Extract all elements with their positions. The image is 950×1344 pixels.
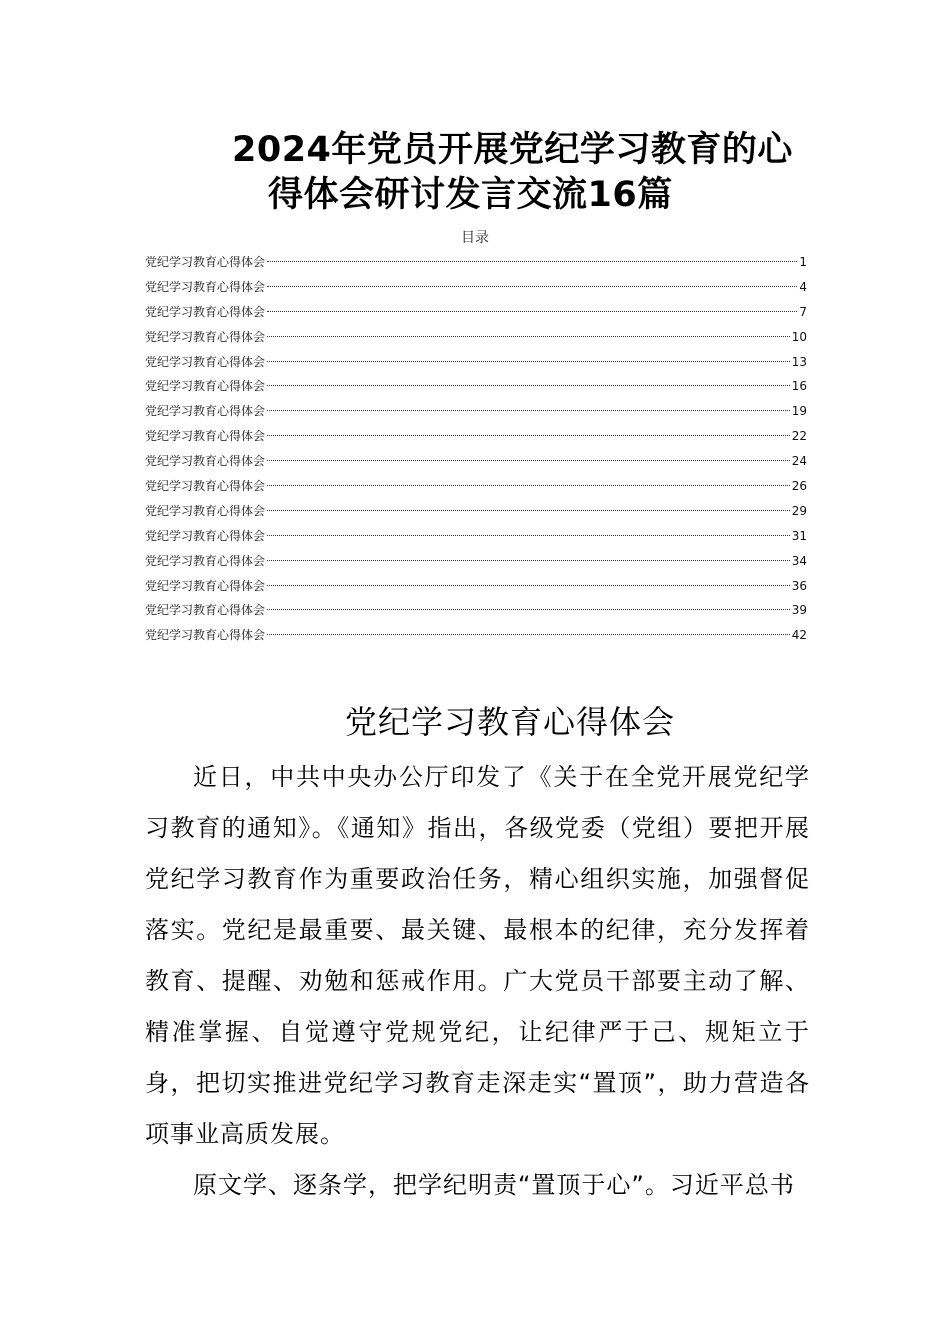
toc-entry[interactable] [145,302,807,327]
toc-leader-dots [267,361,790,362]
toc-entry[interactable] [145,426,807,451]
article-body [145,752,810,1211]
toc-entry-label: 党纪学习教育心得体会 [145,479,266,494]
toc-entry-page: 34 [791,553,807,568]
toc-entry-label: 党纪学习教育心得体会 [145,429,266,444]
toc-leader-dots [267,460,790,461]
toc-entry[interactable] [145,277,807,302]
toc-leader-dots [267,410,790,411]
toc-entry[interactable] [145,600,807,625]
toc-entry[interactable] [145,476,807,501]
toc-leader-dots [267,336,790,337]
toc-entry[interactable] [145,501,807,526]
toc-entry-label: 党纪学习教育心得体会 [145,628,266,643]
toc-entry[interactable] [145,625,807,650]
toc-entry-page: 39 [791,603,807,618]
article-paragraph: 近日，中共中央办公厅印发了《关于在全党开展党纪学习教育的通知》。《通知》指出，各级党委（党组）要把开展党纪学习教育作为重要政治任务，精心组织实施，加强督促落实。党纪是最重要、最关键、最根本的纪律，充分发挥着教育、提醒、劝勉和惩戒作用。广大党员干部要主动了解、精准掌握、自觉遵守党规党纪，让纪律严于己、规矩立于身，把切实推进党纪学习教育走深走实“置顶”，助力营造各项事业高质发展。 [145,763,810,1148]
toc-entry[interactable] [145,526,807,551]
toc-leader-dots [267,435,790,436]
toc-entry[interactable] [145,576,807,601]
toc-entry-page: 4 [799,279,807,294]
toc-entry-page: 29 [791,503,807,518]
toc-leader-dots [267,286,797,287]
toc-entry-label: 党纪学习教育心得体会 [145,503,266,518]
toc-entry-page: 42 [791,628,807,643]
toc-leader-dots [267,485,790,486]
toc-leader-dots [267,385,790,386]
toc-entry-page: 19 [791,404,807,419]
toc-entry-page: 31 [791,528,807,543]
toc-entry-label: 党纪学习教育心得体会 [145,255,266,269]
toc-entry[interactable] [145,451,807,476]
toc-entry-page: 36 [791,578,807,593]
toc-entry-page: 13 [791,354,807,369]
toc-entry-page: 22 [791,429,807,444]
toc-entry-page: 7 [799,304,807,319]
article-title: 党纪学习教育心得体会 [344,703,675,741]
toc-entry-page: 26 [791,479,807,494]
toc-leader-dots [267,535,790,536]
toc-entry-label: 党纪学习教育心得体会 [145,304,266,319]
toc-entry[interactable] [145,327,807,352]
toc-entry-label: 党纪学习教育心得体会 [145,603,266,618]
toc-entry-label: 党纪学习教育心得体会 [145,354,266,369]
toc-entry[interactable] [145,252,807,277]
toc-entry-page: 1 [799,255,807,269]
toc-entry-label: 党纪学习教育心得体会 [145,528,266,543]
toc-entry-label: 党纪学习教育心得体会 [145,454,266,469]
toc-entry-page: 16 [791,379,807,394]
toc-entry[interactable] [145,376,807,401]
toc-entry[interactable] [145,401,807,426]
toc-leader-dots [267,311,797,312]
toc-entry-label: 党纪学习教育心得体会 [145,404,266,419]
toc-entry-label: 党纪学习教育心得体会 [145,379,266,394]
toc-leader-dots [267,560,790,561]
document-title-line-2: 得体会研讨发言交流16篇 [268,175,673,215]
article-paragraph: 原文学、逐条学，把学纪明责“置顶于心”。习近平总书 [193,1171,795,1199]
toc-leader-dots [267,634,790,635]
toc-entry-page: 10 [791,329,807,344]
document-title-line-1: 2024年党员开展党纪学习教育的心 [232,130,793,170]
toc-leader-dots [267,585,790,586]
toc-entry-label: 党纪学习教育心得体会 [145,329,266,344]
toc-entry[interactable] [145,551,807,576]
toc-entry-page: 24 [791,454,807,469]
toc-leader-dots [267,261,797,262]
toc-entry-label: 党纪学习教育心得体会 [145,279,266,294]
toc-entry-label: 党纪学习教育心得体会 [145,553,266,568]
document-title [150,128,850,218]
toc-entry-label: 党纪学习教育心得体会 [145,578,266,593]
toc-heading: 目录 [461,230,489,246]
toc-entry[interactable] [145,352,807,377]
toc-leader-dots [267,609,790,610]
toc-leader-dots [267,510,790,511]
table-of-contents [145,252,807,650]
